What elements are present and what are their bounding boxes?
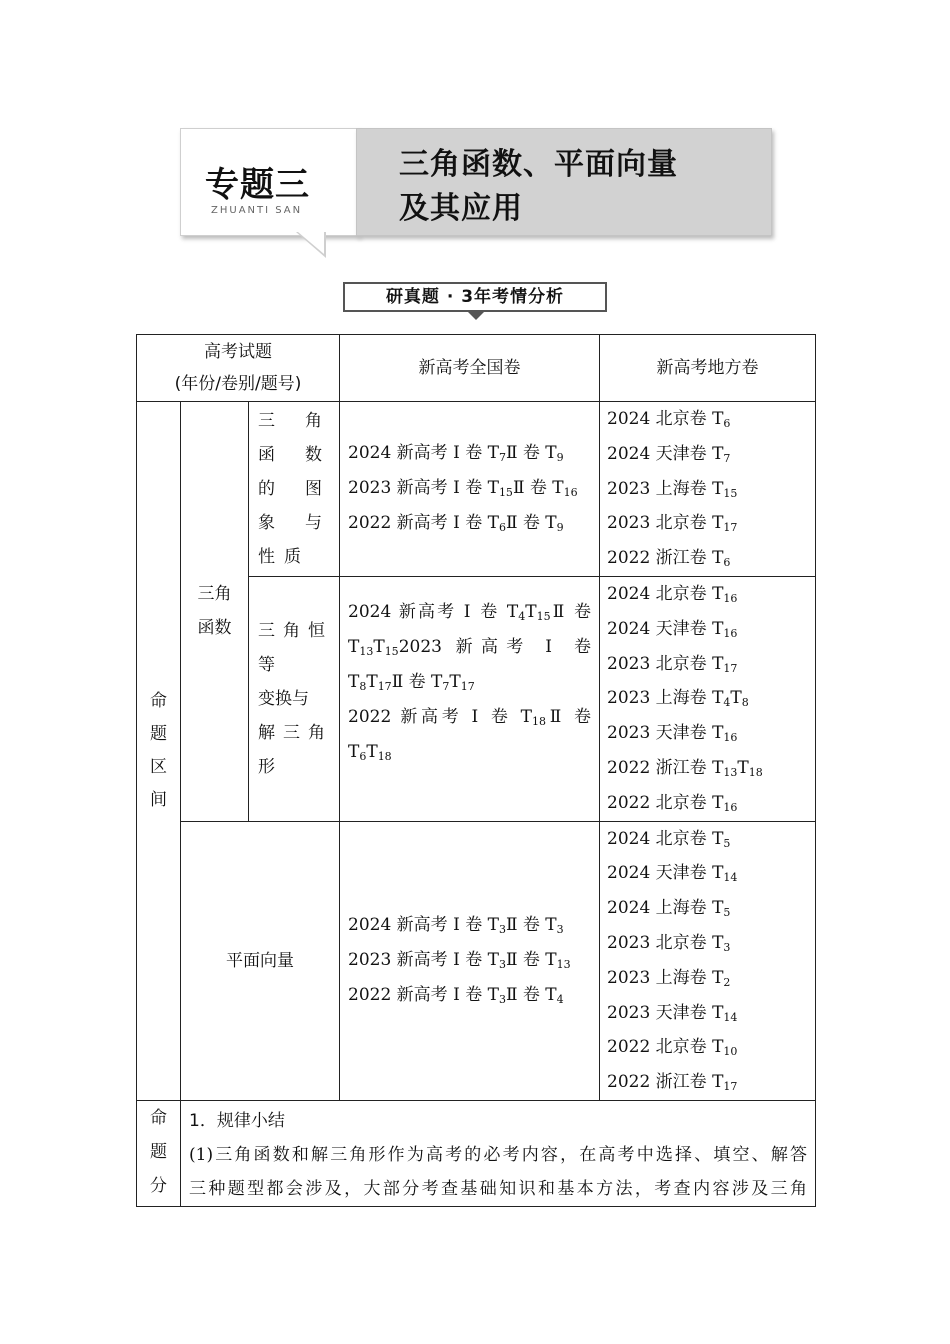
list-item: 2023 北京卷 $T_3$ — [607, 932, 731, 954]
local-trig-identity — [600, 576, 816, 821]
list-item: 2024 新高考 Ⅰ 卷 $T_4T_{15}Ⅱ$ 卷 — [348, 601, 591, 623]
list-item: 2024 新高考 Ⅰ 卷 $T_7Ⅱ$ 卷 $T_9$ — [348, 443, 564, 465]
topic-trig-identity: 三角恒 等 变换与 解三角 形 — [249, 576, 340, 821]
section-label: 研真题 · 3年考情分析 — [343, 282, 607, 312]
list-item: $T_6T_{18}$ — [348, 741, 392, 763]
list-item: 2024 天津卷 $T_{16}$ — [607, 618, 738, 640]
local-trig-graph — [600, 402, 816, 577]
analysis-label: 命 题 分 — [137, 1100, 181, 1206]
list-item: 2022 新高考 Ⅰ 卷 $T_3Ⅱ$ 卷 $T_4$ — [348, 985, 564, 1007]
topic-vectors: 平面向量 — [181, 821, 340, 1100]
list-item: 2022 浙江卷 $T_{13}T_{18}$ — [607, 757, 763, 779]
list-item: 2023 上海卷 $T_2$ — [607, 967, 731, 989]
list-item: 2022 浙江卷 $T_6$ — [607, 548, 731, 570]
analysis-heading: 1．规律小结 — [189, 1110, 285, 1131]
list-item: 2023 上海卷 $T_4T_8$ — [607, 688, 749, 710]
list-item: 2023 新高考 Ⅰ 卷 $T_3Ⅱ$ 卷 $T_{13}$ — [348, 950, 571, 972]
list-item: 2023 新高考 Ⅰ 卷 $T_{15}Ⅱ$ 卷 $T_{16}$ — [348, 478, 578, 500]
list-item: 2024 北京卷 $T_{16}$ — [607, 583, 738, 605]
list-item: 2023 天津卷 $T_{16}$ — [607, 723, 738, 745]
analysis-paragraph-line: (1)三角函数和解三角形作为高考的必考内容，在高考中选择、填空、解答 — [189, 1144, 807, 1165]
list-item: $T_{13}T_{15}2023$ 新高考 Ⅰ 卷 — [348, 636, 591, 658]
list-item: 2024 天津卷 $T_7$ — [607, 443, 731, 465]
local-vectors — [600, 821, 816, 1100]
list-item: 2023 北京卷 $T_{17}$ — [607, 653, 738, 675]
list-item: 2024 北京卷 $T_6$ — [607, 409, 731, 430]
topic-trig-graph: 三角函数的图象与性质 — [249, 402, 340, 577]
chapter-title: 三角函数、平面向量 及其应用 — [399, 147, 678, 226]
header-local: 新高考地方卷 — [600, 335, 816, 402]
list-item: $T_8T_{17}Ⅱ$ 卷 $T_7T_{17}$ — [348, 671, 475, 693]
list-item: 2022 新高考 Ⅰ 卷 $T_6Ⅱ$ 卷 $T_9$ — [348, 513, 564, 535]
exam-analysis-table — [136, 334, 816, 1207]
trig-category: 三角 函数 — [181, 402, 249, 822]
list-item: 2024 新高考 Ⅰ 卷 $T_3Ⅱ$ 卷 $T_3$ — [348, 915, 564, 937]
section-arrow-icon — [468, 312, 484, 320]
national-trig-identity — [340, 576, 600, 821]
header-exam-questions: 高考试题 (年份/卷别/题号) — [137, 335, 340, 402]
chapter-title-box — [356, 128, 772, 236]
list-item: 2022 浙江卷 $T_{17}$ — [607, 1072, 738, 1094]
header-national: 新高考全国卷 — [340, 335, 600, 402]
list-item: 2023 上海卷 $T_{15}$ — [607, 478, 738, 500]
list-item: 2023 北京卷 $T_{17}$ — [607, 513, 738, 535]
list-item: 2024 北京卷 $T_5$ — [607, 828, 731, 850]
list-item: 2024 天津卷 $T_{14}$ — [607, 863, 738, 885]
list-item: 2022 新高考 Ⅰ 卷 $T_{18}Ⅱ$ 卷 — [348, 706, 591, 728]
national-vectors — [340, 821, 600, 1100]
national-trig-graph — [340, 402, 600, 577]
chapter-badge — [180, 128, 360, 236]
list-item: 2022 北京卷 $T_{10}$ — [607, 1037, 738, 1059]
row-group-label: 命 题 区 间 — [137, 402, 181, 1101]
list-item: 2024 上海卷 $T_5$ — [607, 898, 731, 920]
analysis-text — [181, 1100, 816, 1206]
chapter-number: 专题三 — [205, 165, 310, 205]
chapter-pinyin: ZHUANTI SAN — [211, 205, 303, 216]
chapter-banner — [180, 128, 770, 238]
analysis-paragraph-line: 三种题型都会涉及，大部分考查基础知识和基本方法，考查内容涉及三角 — [189, 1178, 807, 1199]
list-item: 2022 北京卷 $T_{16}$ — [607, 792, 738, 814]
list-item: 2023 天津卷 $T_{14}$ — [607, 1002, 738, 1024]
